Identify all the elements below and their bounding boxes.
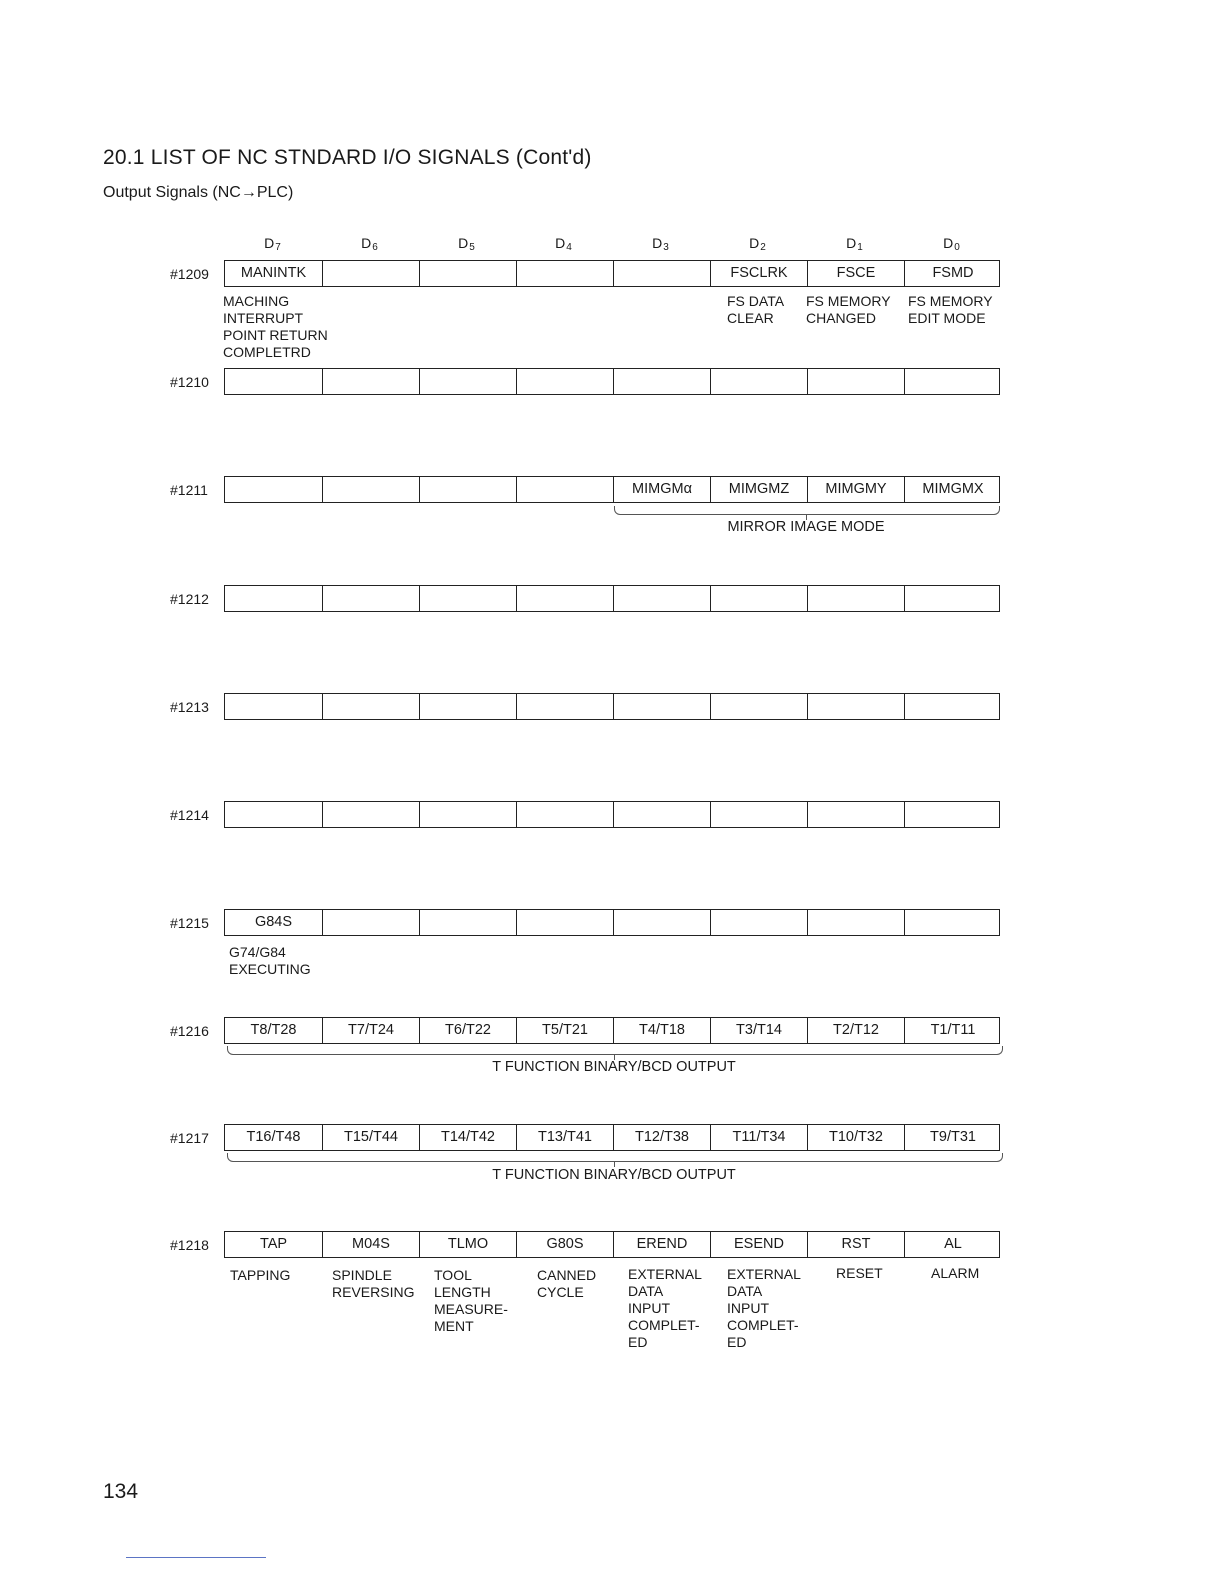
- bit-cell: [225, 802, 322, 827]
- bit-description: CANNED CYCLE: [537, 1267, 597, 1300]
- bit-cell: T6/T22: [419, 1018, 516, 1043]
- bit-cell: [225, 369, 322, 394]
- bit-cell: G80S: [516, 1232, 613, 1257]
- group-label: MIRROR IMAGE MODE: [727, 519, 885, 535]
- bit-header-d1: $D_1$: [846, 235, 863, 253]
- bit-cell: [904, 694, 1001, 719]
- bit-cell: T4/T18: [613, 1018, 710, 1043]
- bit-description: ALARM: [931, 1265, 980, 1281]
- section-title: 20.1 LIST OF NC STNDARD I/O SIGNALS (Cont'd): [103, 146, 592, 169]
- bit-cell: MIMGMX: [904, 477, 1001, 502]
- bit-cell: ESEND: [710, 1232, 807, 1257]
- bit-cell: [419, 586, 516, 611]
- bit-cell: [419, 910, 516, 935]
- footer-rule: [126, 1557, 266, 1558]
- bit-cell-row: [224, 368, 1000, 395]
- bit-cell: [613, 910, 710, 935]
- bit-cell: MIMGMY: [807, 477, 904, 502]
- bit-description: TAPPING: [230, 1267, 291, 1283]
- bit-cell-row: [224, 801, 1000, 828]
- bit-cell-row: [224, 909, 1000, 936]
- bit-cell: [225, 694, 322, 719]
- bit-cell: FSCLRK: [710, 261, 807, 286]
- bit-cell-row: [224, 1231, 1000, 1258]
- bit-cell: [516, 369, 613, 394]
- bit-cell-row: [224, 1124, 1000, 1151]
- group-label: T FUNCTION BINARY/BCD OUTPUT: [492, 1167, 736, 1183]
- bit-cell: [516, 586, 613, 611]
- bit-cell: [710, 694, 807, 719]
- bit-cell: [904, 586, 1001, 611]
- bit-description: MACHING INTERRUPT POINT RETURN COMPLETRD: [223, 293, 328, 360]
- bit-cell: [419, 694, 516, 719]
- bit-cell: TLMO: [419, 1232, 516, 1257]
- bit-cell: [516, 802, 613, 827]
- group-brace: [227, 1153, 1003, 1162]
- register-address: #1214: [170, 807, 209, 823]
- bit-cell: [322, 477, 419, 502]
- page-number: 134: [103, 1480, 139, 1503]
- bit-cell: [904, 910, 1001, 935]
- bit-cell: T11/T34: [710, 1125, 807, 1150]
- bit-cell: FSMD: [904, 261, 1001, 286]
- bit-description: G74/G84 EXECUTING: [229, 944, 311, 977]
- bit-cell: [807, 369, 904, 394]
- bit-cell: [419, 802, 516, 827]
- bit-cell: TAP: [259, 1236, 288, 1252]
- bit-cell: [322, 586, 419, 611]
- bit-description: FS MEMORY CHANGED: [806, 293, 891, 326]
- bit-cell: [516, 261, 613, 286]
- bit-cell: [613, 369, 710, 394]
- bit-cell: [904, 369, 1001, 394]
- bit-cell: [322, 802, 419, 827]
- group-brace: [227, 1046, 1003, 1055]
- bit-description: EXTERNAL DATA INPUT COMPLET- ED: [727, 1266, 801, 1350]
- bit-cell: [613, 802, 710, 827]
- bit-cell: [322, 261, 419, 286]
- register-address: #1216: [170, 1023, 209, 1039]
- bit-cell: [419, 477, 516, 502]
- bit-cell: [322, 910, 419, 935]
- group-brace: [614, 506, 1000, 515]
- bit-cell: [710, 586, 807, 611]
- bit-cell: RST: [807, 1232, 904, 1257]
- bit-description: SPINDLE REVERSING: [332, 1267, 415, 1300]
- bit-cell: T1/T11: [904, 1018, 1001, 1043]
- bit-cell: T16/T48: [246, 1129, 301, 1145]
- bit-cell: MIMGMα: [613, 477, 710, 502]
- section-subtitle: Output Signals (NC→PLC): [103, 184, 294, 201]
- bit-cell: [225, 477, 322, 502]
- bit-cell: [516, 477, 613, 502]
- bit-cell: T8/T28: [250, 1022, 297, 1038]
- bit-cell: T10/T32: [807, 1125, 904, 1150]
- bit-header-d6: $D_6$: [361, 235, 378, 253]
- register-address: #1210: [170, 374, 209, 390]
- bit-cell: T9/T31: [904, 1125, 1001, 1150]
- bit-cell: AL: [904, 1232, 1001, 1257]
- bit-description: FS DATA CLEAR: [727, 293, 785, 326]
- bit-cell-row: [224, 1017, 1000, 1044]
- bit-cell: FSCE: [807, 261, 904, 286]
- bit-header-d0: $D_0$: [943, 235, 960, 253]
- bit-cell: [613, 586, 710, 611]
- bit-cell: [225, 586, 322, 611]
- bit-cell-row: [224, 585, 1000, 612]
- bit-description: FS MEMORY EDIT MODE: [908, 293, 993, 326]
- register-address: #1213: [170, 699, 209, 715]
- bit-cell: T7/T24: [322, 1018, 419, 1043]
- register-address: #1212: [170, 591, 209, 607]
- bit-cell: G84S: [254, 914, 293, 930]
- bit-cell: [419, 369, 516, 394]
- bit-cell: [322, 369, 419, 394]
- bit-cell: [613, 261, 710, 286]
- register-address: #1215: [170, 915, 209, 931]
- bit-cell: [322, 694, 419, 719]
- bit-header-d2: $D_2$: [749, 235, 766, 253]
- bit-cell: [807, 586, 904, 611]
- bit-column-headers: [224, 235, 1000, 255]
- bit-cell: [419, 261, 516, 286]
- bit-header-d4: $D_4$: [555, 235, 572, 253]
- register-address: #1217: [170, 1130, 209, 1146]
- bit-cell: M04S: [322, 1232, 419, 1257]
- bit-header-d7: $D_7$: [264, 235, 281, 253]
- group-label: T FUNCTION BINARY/BCD OUTPUT: [492, 1059, 736, 1075]
- register-address: #1218: [170, 1237, 209, 1253]
- bit-cell: [613, 694, 710, 719]
- bit-cell: MIMGMZ: [710, 477, 807, 502]
- bit-cell: [807, 910, 904, 935]
- bit-cell: T3/T14: [710, 1018, 807, 1043]
- bit-cell: T5/T21: [516, 1018, 613, 1043]
- bit-description: TOOL LENGTH MEASURE- MENT: [434, 1267, 508, 1334]
- bit-cell-row: [224, 476, 1000, 503]
- bit-cell: [516, 694, 613, 719]
- bit-description: EXTERNAL DATA INPUT COMPLET- ED: [628, 1266, 702, 1350]
- bit-cell: [904, 802, 1001, 827]
- bit-cell: [807, 694, 904, 719]
- bit-cell: EREND: [613, 1232, 710, 1257]
- bit-cell: T12/T38: [613, 1125, 710, 1150]
- bit-cell: [710, 369, 807, 394]
- bit-header-d5: $D_5$: [458, 235, 475, 253]
- bit-cell: T13/T41: [516, 1125, 613, 1150]
- bit-cell-row: [224, 693, 1000, 720]
- bit-cell: [807, 802, 904, 827]
- bit-description: RESET: [836, 1265, 883, 1281]
- bit-cell: [710, 910, 807, 935]
- bit-cell: T14/T42: [419, 1125, 516, 1150]
- register-address: #1211: [170, 482, 208, 498]
- bit-cell: T2/T12: [807, 1018, 904, 1043]
- bit-cell: [710, 802, 807, 827]
- register-address: #1209: [170, 266, 209, 282]
- bit-cell-row: [224, 260, 1000, 287]
- bit-cell: MANINTK: [240, 265, 307, 281]
- bit-cell: T15/T44: [322, 1125, 419, 1150]
- bit-header-d3: $D_3$: [652, 235, 669, 253]
- bit-cell: [516, 910, 613, 935]
